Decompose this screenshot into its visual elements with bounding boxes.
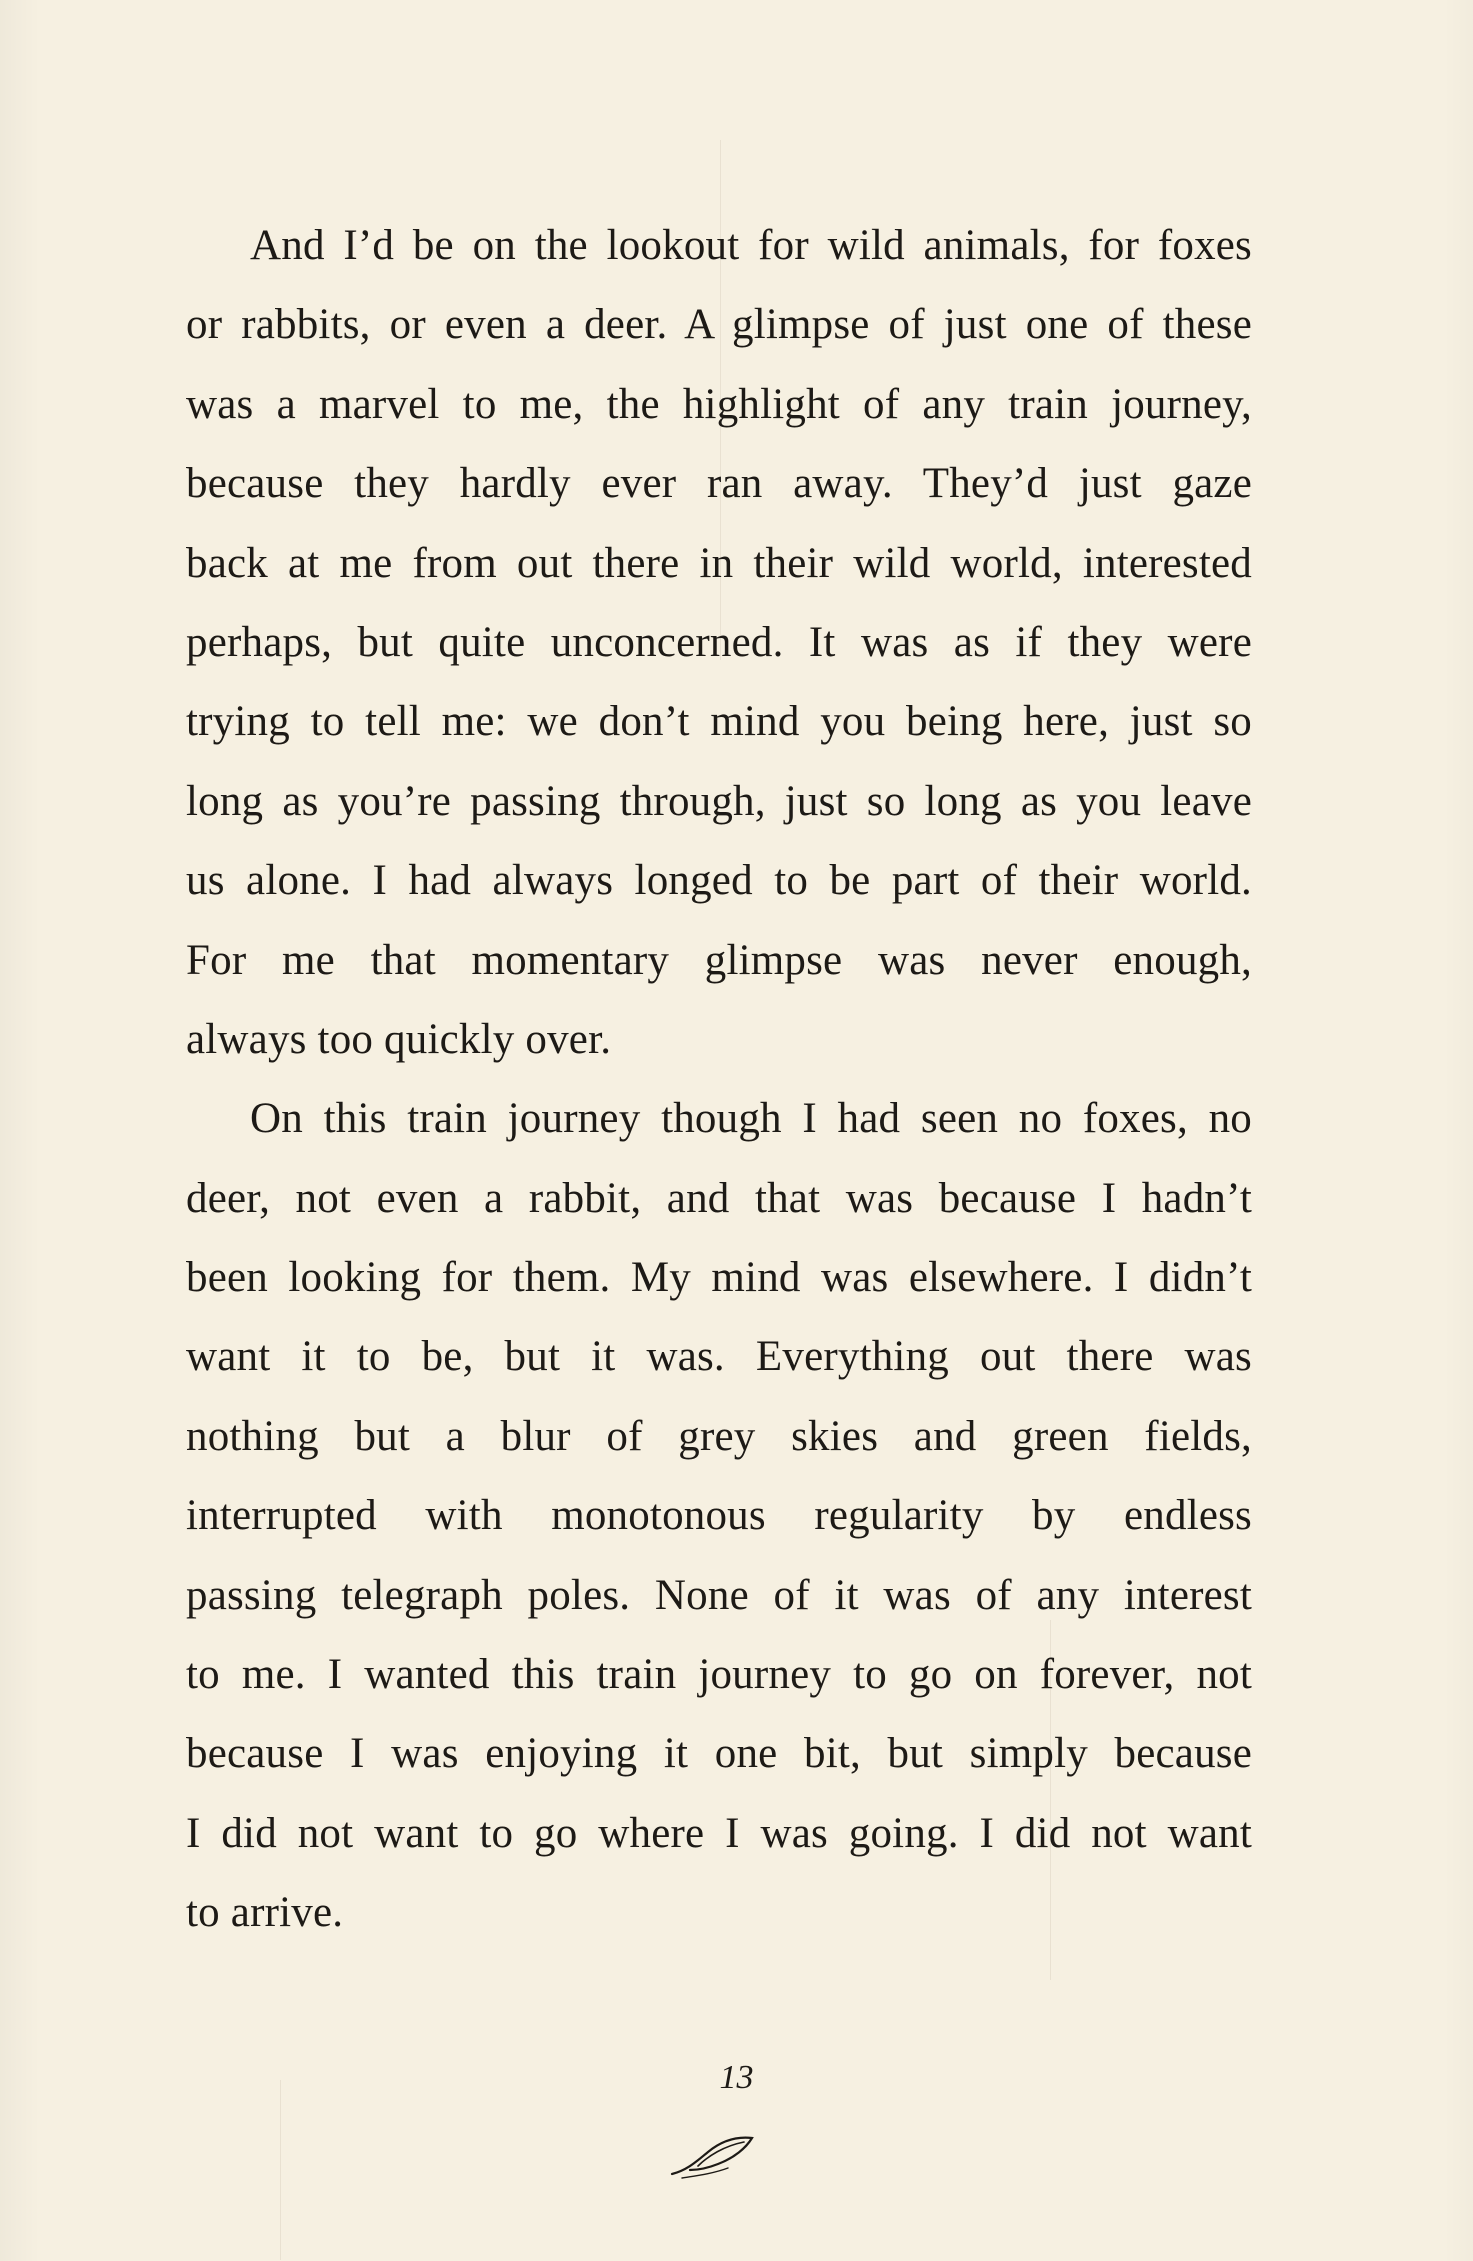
text-line: On this train journey though I had seen no foxes, no xyxy=(250,1095,1252,1143)
paper-crease xyxy=(280,2080,281,2260)
text-line: because they hardly ever ran away. They’d just gaze xyxy=(186,460,1252,508)
text-line: trying to tell me: we don’t mind you being here, just so xyxy=(186,698,1252,746)
text-line: because I was enjoying it one bit, but simply because xyxy=(186,1730,1252,1778)
paragraph-1 xyxy=(186,206,1252,1079)
text-line: deer, not even a rabbit, and that was because I hadn’t xyxy=(186,1174,1252,1222)
text-line: nothing but a blur of grey skies and green fields, xyxy=(186,1412,1252,1460)
text-line: perhaps, but quite unconcerned. It was as if they were xyxy=(186,618,1252,666)
text-line: to me. I wanted this train journey to go on forever, not xyxy=(186,1651,1252,1699)
text-line: was a marvel to me, the highlight of any train journey, xyxy=(186,380,1252,428)
text-line: And I’d be on the lookout for wild animals, for foxes xyxy=(250,222,1252,269)
text-line: always too quickly over. xyxy=(186,1015,612,1063)
text-line: to arrive. xyxy=(186,1889,344,1937)
text-line: us alone. I had always longed to be part of their world. xyxy=(186,857,1252,905)
text-line: I did not want to go where I was going. I did not want xyxy=(186,1809,1252,1857)
paragraph-2 xyxy=(186,1079,1252,1952)
text-line: been looking for them. My mind was elsewhere. I didn’t xyxy=(186,1254,1252,1302)
text-line: For me that momentary glimpse was never enough, xyxy=(186,936,1252,984)
text-line: or rabbits, or even a deer. A glimpse of just one of these xyxy=(186,301,1252,349)
page-number: 13 xyxy=(719,2059,754,2096)
text-line: long as you’re passing through, just so long as you leave xyxy=(186,777,1252,825)
text-line: want it to be, but it was. Everything out there was xyxy=(186,1333,1252,1381)
leaf-flourish-icon xyxy=(668,2130,762,2184)
text-line: interrupted with monotonous regularity by endless xyxy=(186,1492,1252,1540)
text-line: passing telegraph poles. None of it was of any interest xyxy=(186,1571,1252,1619)
body-text xyxy=(186,206,1252,1953)
text-line: back at me from out there in their wild world, interested xyxy=(186,539,1252,587)
